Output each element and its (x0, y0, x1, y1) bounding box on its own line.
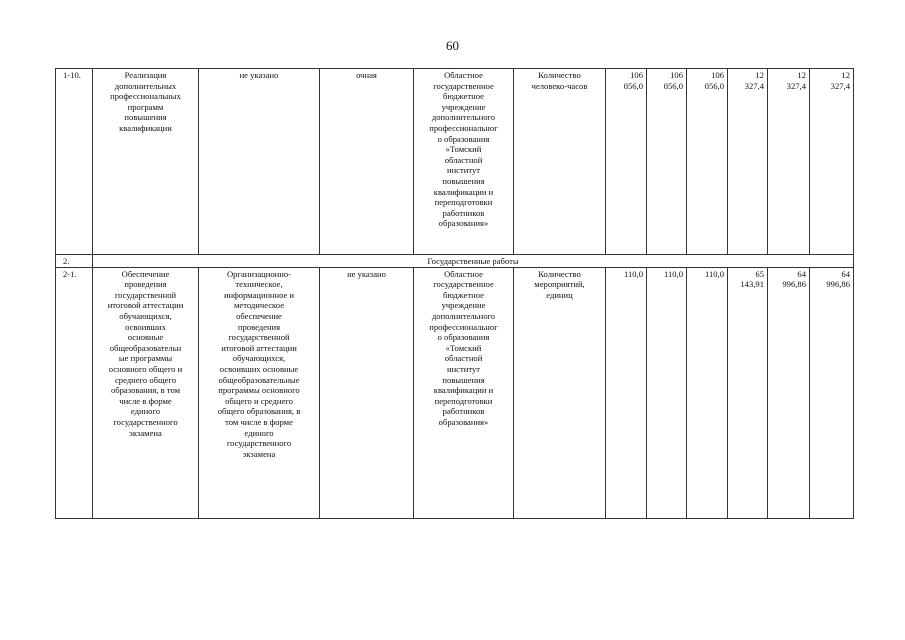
volume-indicator: Количество человеко-часов (514, 69, 606, 255)
table-row (56, 267, 854, 518)
volume-value-2: 110,0 (647, 267, 687, 518)
finance-value-2: 12 327,4 (768, 69, 810, 255)
institution-name: Областное государственное бюджетное учреждение дополнительного профессиональног о образования «Томский областной институт повышения квалификации и переподготовки работников образования» (414, 69, 514, 255)
row-code: 2-1. (56, 267, 93, 518)
service-content: Организационно- техническое, информационное и методическое обеспечение проведения государственной итоговой аттестации обучающихся, освоивших основные общеобразовательные программы основного общего и среднего общего образования, в том числе в форме единого государственного экзамена (199, 267, 320, 518)
finance-value-3: 64 996,86 (810, 267, 854, 518)
finance-value-1: 12 327,4 (728, 69, 768, 255)
volume-indicator: Количество мероприятий, единиц (514, 267, 606, 518)
page-number: 60 (446, 38, 459, 53)
section-row (56, 255, 854, 268)
service-condition: не указано (320, 267, 414, 518)
service-name: Обеспечение проведения государственной итоговой аттестации обучающихся, освоивших основные общеобразовательн ые программы основного общего и среднего общего образования, в том числе в форме единого государственного экзамена (93, 267, 199, 518)
volume-value-1: 106 056,0 (606, 69, 647, 255)
volume-value-3: 106 056,0 (687, 69, 728, 255)
service-condition: очная (320, 69, 414, 255)
finance-value-3: 12 327,4 (810, 69, 854, 255)
services-table (55, 68, 854, 519)
institution-name: Областное государственное бюджетное учреждение дополнительного профессиональног о образования «Томский областной институт повышения квалификации и переподготовки работников образования» (414, 267, 514, 518)
section-title: Государственные работы (93, 255, 854, 268)
volume-value-1: 110,0 (606, 267, 647, 518)
service-content: не указано (199, 69, 320, 255)
service-name: Реализация дополнительных профессиональных программ повышения квалификации (93, 69, 199, 255)
row-code: 1-10. (56, 69, 93, 255)
finance-value-2: 64 996,86 (768, 267, 810, 518)
table-row (56, 69, 854, 255)
section-code: 2. (56, 255, 93, 268)
finance-value-1: 65 143,91 (728, 267, 768, 518)
volume-value-2: 106 056,0 (647, 69, 687, 255)
volume-value-3: 110,0 (687, 267, 728, 518)
